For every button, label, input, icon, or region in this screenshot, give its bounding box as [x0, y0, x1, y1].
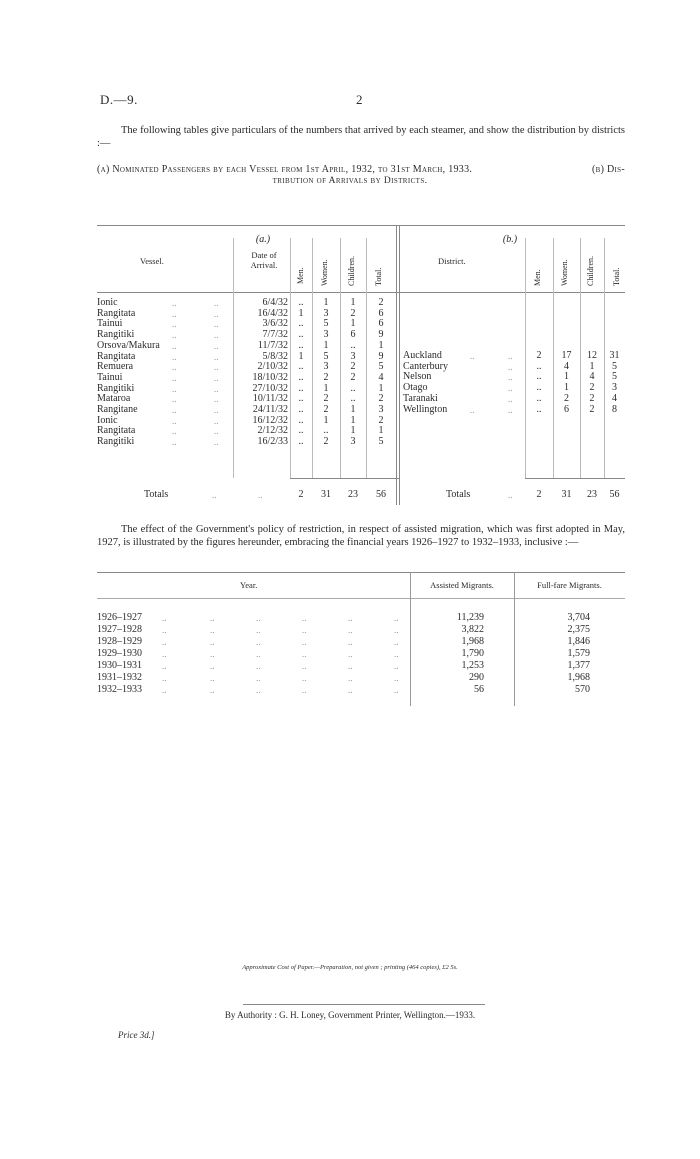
vessel-name: Tainui: [97, 371, 123, 383]
totals-total-b: 56: [609, 489, 620, 500]
men-count: ..: [298, 436, 304, 448]
leader-dots: ..: [256, 649, 261, 659]
men-count: ..: [298, 339, 304, 351]
col-header-fullfare: Full-fare Migrants.: [537, 580, 602, 590]
financial-year: 1932–1933: [97, 684, 142, 695]
arrival-date: 2/10/32: [257, 361, 288, 373]
leader-dots: ..: [348, 637, 353, 647]
leader-dots: ..: [394, 613, 399, 623]
table-b-label: (b.): [502, 234, 518, 245]
vessel-name: Ionic: [97, 297, 118, 308]
total-count: 8: [612, 403, 617, 415]
district-name: Nelson: [403, 371, 432, 383]
leader-dots: ..: [162, 637, 167, 647]
assisted-migrants: 56: [474, 684, 484, 695]
assisted-migrants: 1,253: [461, 660, 484, 671]
vessel-name: Remuera: [97, 361, 134, 373]
leader-dots: ..: [214, 426, 219, 437]
leader-dots: ..: [394, 625, 399, 635]
total-count: 1: [378, 382, 384, 394]
leader-dots: ..: [162, 685, 167, 695]
children-count: 1: [350, 404, 356, 415]
leader-dots: ..: [210, 613, 215, 623]
leader-dots: ..: [214, 340, 219, 351]
totals-men-b: 2: [536, 489, 542, 500]
children-count: 1: [350, 297, 356, 308]
vessel-name: Orsova/Makura: [97, 339, 160, 351]
leader-dots: ..: [508, 361, 513, 372]
fullfare-migrants: 1,846: [567, 636, 590, 647]
leader-dots: ..: [302, 637, 307, 647]
leader-dots: ..: [214, 372, 219, 383]
children-count: 3: [350, 350, 356, 362]
rule-header-c: [97, 598, 625, 599]
totals-children-b: 23: [587, 489, 597, 500]
arrival-date: 3/6/32: [262, 318, 288, 330]
women-count: 2: [323, 371, 329, 383]
document-reference: D.—9.: [100, 92, 138, 107]
women-count: 2: [323, 393, 329, 405]
leader-dots: ..: [172, 351, 177, 362]
men-count: 1: [298, 307, 304, 319]
leader-dots: ..: [212, 490, 217, 500]
leader-dots: ..: [210, 685, 215, 695]
fullfare-migrants: 570: [575, 684, 590, 695]
leader-dots: ..: [214, 405, 219, 415]
arrival-date: 16/4/32: [257, 307, 288, 319]
leader-dots: ..: [162, 661, 167, 671]
men-count: ..: [536, 371, 542, 383]
men-count: ..: [298, 425, 304, 437]
leader-dots: ..: [256, 673, 261, 683]
district-name: Taranaki: [403, 392, 438, 404]
vessel-name: Rangitata: [97, 350, 136, 362]
leader-dots: ..: [394, 649, 399, 659]
leader-dots: ..: [172, 372, 177, 383]
women-count: 2: [564, 392, 569, 404]
children-count: 4: [589, 371, 595, 383]
fullfare-migrants: 2,375: [567, 624, 590, 635]
women-count: 1: [323, 297, 329, 308]
leader-dots: ..: [214, 351, 219, 362]
men-count: ..: [298, 371, 304, 383]
leader-dots: ..: [172, 394, 177, 405]
totals-label-a: Totals: [144, 489, 169, 500]
financial-year: 1927–1928: [97, 624, 142, 635]
leader-dots: ..: [214, 415, 219, 426]
col-header-date: Date of Arrival.: [250, 250, 278, 270]
leader-dots: ..: [258, 490, 263, 500]
arrival-date: 18/10/32: [252, 371, 288, 383]
leader-dots: ..: [172, 437, 177, 448]
district-name: Wellington: [403, 403, 448, 415]
col-header-total-a: Total.: [374, 267, 383, 286]
col-header-year: Year.: [240, 580, 258, 590]
arrival-date: 27/10/32: [252, 382, 288, 394]
leader-dots: ..: [256, 625, 261, 635]
vessel-name: Rangitata: [97, 307, 136, 319]
women-count: 3: [323, 361, 329, 373]
men-count: 1: [298, 350, 304, 362]
women-count: 3: [323, 329, 329, 341]
totals-women-a: 31: [321, 489, 331, 500]
leader-dots: ..: [210, 649, 215, 659]
leader-dots: ..: [256, 685, 261, 695]
arrival-date: 16/12/32: [252, 414, 288, 426]
women-count: 1: [564, 382, 569, 394]
leader-dots: ..: [214, 319, 219, 330]
heading-part-a: (a) Nominated Passengers by each Vessel from 1st April, 1932, to 31st March, 1933.: [97, 164, 473, 175]
leader-dots: ..: [172, 298, 177, 308]
col-header-children-a: Children.: [347, 256, 356, 286]
total-count: 5: [378, 361, 384, 373]
leader-dots: ..: [348, 625, 353, 635]
vessel-name: Mataroa: [97, 393, 131, 405]
children-count: 1: [350, 425, 356, 437]
children-count: 1: [589, 360, 595, 372]
women-count: 1: [564, 371, 569, 383]
district-name: Auckland: [403, 350, 442, 361]
total-count: 2: [378, 393, 384, 405]
assisted-migrants: 1,968: [461, 636, 484, 647]
leader-dots: ..: [172, 405, 177, 415]
leader-dots: ..: [256, 661, 261, 671]
vessel-name: Rangitane: [97, 404, 138, 415]
arrival-date: 24/11/32: [252, 404, 288, 415]
col-header-total-b: Total.: [612, 267, 621, 286]
col-header-women-a: Women.: [320, 259, 329, 286]
total-count: 9: [378, 350, 384, 362]
fullfare-migrants: 1,377: [567, 660, 590, 671]
col-header-vessel: Vessel.: [140, 256, 164, 266]
vessel-name: Ionic: [97, 414, 118, 426]
assisted-migrants: 290: [469, 672, 484, 683]
women-count: 17: [561, 350, 572, 361]
women-count: 5: [323, 318, 329, 330]
children-count: 1: [350, 318, 356, 330]
total-count: 1: [378, 339, 384, 351]
leader-dots: ..: [214, 308, 219, 319]
total-count: 6: [378, 307, 384, 319]
leader-dots: ..: [214, 330, 219, 341]
leader-dots: ..: [348, 613, 353, 623]
women-count: 4: [564, 360, 569, 372]
leader-dots: ..: [214, 362, 219, 373]
leader-dots: ..: [162, 673, 167, 683]
women-count: ..: [323, 425, 329, 437]
leader-dots: ..: [394, 685, 399, 695]
heading-part-b: (b) Dis-: [591, 164, 625, 175]
total-count: 5: [612, 371, 617, 383]
col-header-men-b: Men.: [533, 269, 542, 286]
leader-dots: ..: [214, 383, 219, 394]
children-count: 2: [350, 307, 356, 319]
men-count: ..: [298, 404, 304, 415]
total-count: 4: [612, 392, 617, 404]
leader-dots: ..: [394, 673, 399, 683]
leader-dots: ..: [348, 673, 353, 683]
men-count: ..: [298, 329, 304, 341]
assisted-migrants: 11,239: [456, 612, 484, 623]
total-count: 5: [612, 360, 617, 372]
vessel-name: Tainui: [97, 318, 123, 330]
totals-total-a: 56: [376, 489, 386, 500]
children-count: ..: [350, 382, 356, 394]
leader-dots: ..: [210, 637, 215, 647]
leader-dots: ..: [508, 404, 513, 415]
district-name: Canterbury: [403, 360, 448, 372]
leader-dots: ..: [172, 426, 177, 437]
arrival-date: 2/12/32: [257, 425, 288, 437]
printer-authority: By Authority : G. H. Loney, Government Printer, Wellington.—1933.: [224, 1010, 476, 1020]
women-count: 3: [323, 307, 329, 319]
leader-dots: ..: [210, 625, 215, 635]
col-header-district: District.: [438, 256, 466, 266]
vessel-name: Rangitiki: [97, 382, 135, 394]
financial-year: 1928–1929: [97, 636, 142, 647]
district-name: Otago: [403, 382, 428, 394]
tables-heading-continued: tribution of Arrivals by Districts.: [272, 176, 428, 186]
leader-dots: ..: [508, 383, 513, 394]
leader-dots: ..: [162, 625, 167, 635]
assisted-migrants: 1,790: [461, 648, 484, 659]
totals-label-b: Totals: [446, 489, 471, 500]
col-header-children-b: Children.: [586, 256, 595, 286]
men-count: ..: [536, 360, 542, 372]
leader-dots: ..: [214, 437, 219, 448]
total-count: 2: [378, 414, 384, 426]
men-count: 2: [536, 350, 542, 361]
totals-men-a: 2: [298, 489, 304, 500]
price: Price 3d.]: [118, 1030, 155, 1040]
leader-dots: ..: [302, 625, 307, 635]
arrival-date: 10/11/32: [252, 393, 288, 405]
leader-dots: ..: [508, 490, 513, 500]
vessel-name: Rangitiki: [97, 436, 135, 448]
arrival-date: 6/4/32: [262, 297, 288, 308]
total-count: 4: [378, 371, 384, 383]
leader-dots: ..: [508, 393, 513, 404]
children-count: 3: [350, 436, 356, 448]
assisted-migrants: 3,822: [461, 624, 484, 635]
children-count: 6: [350, 329, 356, 341]
total-count: 3: [612, 382, 617, 394]
leader-dots: ..: [162, 613, 167, 623]
totals-women-b: 31: [561, 489, 572, 500]
fullfare-migrants: 1,968: [567, 672, 590, 683]
women-count: 5: [323, 350, 329, 362]
arrival-date: 16/2/33: [257, 436, 288, 448]
total-count: 5: [378, 436, 384, 448]
women-count: 6: [564, 403, 569, 415]
leader-dots: ..: [470, 404, 475, 415]
policy-paragraph: The effect of the Government's policy of restriction, in respect of assisted migration, which was first adopted in May, 1927, is illustrated by the figures hereunder, embracing the financial years 1926–1927 to 1932–1933, inclusive :—: [97, 524, 625, 548]
women-count: 2: [323, 404, 329, 415]
cost-of-paper: Approximate Cost of Paper.—Preparation, not given ; printing (464 copies), £2 5s.: [242, 964, 458, 971]
total-count: 31: [609, 350, 620, 361]
children-count: 2: [350, 361, 356, 373]
leader-dots: ..: [302, 649, 307, 659]
col-header-women-b: Women.: [560, 259, 569, 286]
leader-dots: ..: [348, 661, 353, 671]
vessel-name: Rangitiki: [97, 329, 135, 341]
total-count: 6: [378, 318, 384, 330]
leader-dots: ..: [210, 661, 215, 671]
financial-year: 1931–1932: [97, 672, 142, 683]
leader-dots: ..: [302, 673, 307, 683]
women-count: 1: [323, 339, 329, 351]
leader-dots: ..: [172, 340, 177, 351]
total-count: 3: [378, 404, 384, 415]
men-count: ..: [536, 403, 542, 415]
arrival-date: 5/8/32: [262, 350, 288, 362]
arrival-date: 11/7/32: [257, 339, 288, 351]
men-count: ..: [298, 318, 304, 330]
children-count: 1: [350, 414, 356, 426]
leader-dots: ..: [162, 649, 167, 659]
footer-rule: [243, 1004, 485, 1005]
leader-dots: ..: [302, 613, 307, 623]
women-count: 2: [323, 436, 329, 448]
men-count: ..: [298, 361, 304, 373]
leader-dots: ..: [394, 661, 399, 671]
women-count: 1: [323, 414, 329, 426]
leader-dots: ..: [256, 613, 261, 623]
arrival-date: 7/7/32: [262, 329, 288, 341]
leader-dots: ..: [302, 685, 307, 695]
leader-dots: ..: [348, 649, 353, 659]
leader-dots: ..: [172, 383, 177, 394]
total-count: 2: [378, 297, 384, 308]
leader-dots: ..: [172, 308, 177, 319]
leader-dots: ..: [172, 319, 177, 330]
financial-year: 1926–1927: [97, 612, 142, 623]
leader-dots: ..: [172, 415, 177, 426]
leader-dots: ..: [214, 298, 219, 308]
children-count: ..: [350, 339, 356, 351]
children-count: 2: [589, 403, 595, 415]
women-count: 1: [323, 382, 329, 394]
total-count: 9: [378, 329, 384, 341]
leader-dots: ..: [172, 362, 177, 373]
leader-dots: ..: [508, 351, 513, 361]
table-a-label: (a.): [255, 234, 271, 245]
leader-dots: ..: [348, 685, 353, 695]
page-number: 2: [356, 92, 363, 107]
totals-children-a: 23: [348, 489, 358, 500]
men-count: ..: [298, 393, 304, 405]
men-count: ..: [298, 297, 304, 308]
men-count: ..: [298, 414, 304, 426]
leader-dots: ..: [172, 330, 177, 341]
col-header-assisted: Assisted Migrants.: [430, 580, 494, 590]
leader-dots: ..: [210, 673, 215, 683]
rule-top-c: [97, 572, 625, 573]
intro-paragraph: The following tables give particulars of the numbers that arrived by each steamer, and show the distribution by districts :—: [97, 125, 625, 149]
leader-dots: ..: [508, 372, 513, 383]
children-count: 12: [587, 350, 597, 361]
col-header-men-a: Men.: [296, 267, 305, 284]
leader-dots: ..: [470, 351, 475, 361]
men-count: ..: [298, 382, 304, 394]
financial-year: 1930–1931: [97, 660, 142, 671]
children-count: ..: [350, 393, 356, 405]
children-count: 2: [589, 392, 595, 404]
leader-dots: ..: [394, 637, 399, 647]
men-count: ..: [536, 382, 542, 394]
total-count: 1: [378, 425, 384, 437]
vessel-name: Rangitata: [97, 425, 136, 437]
financial-year: 1929–1930: [97, 648, 142, 659]
fullfare-migrants: 1,579: [567, 648, 590, 659]
men-count: ..: [536, 392, 542, 404]
leader-dots: ..: [256, 637, 261, 647]
children-count: 2: [589, 382, 595, 394]
children-count: 2: [350, 371, 356, 383]
leader-dots: ..: [302, 661, 307, 671]
fullfare-migrants: 3,704: [567, 612, 590, 623]
leader-dots: ..: [214, 394, 219, 405]
